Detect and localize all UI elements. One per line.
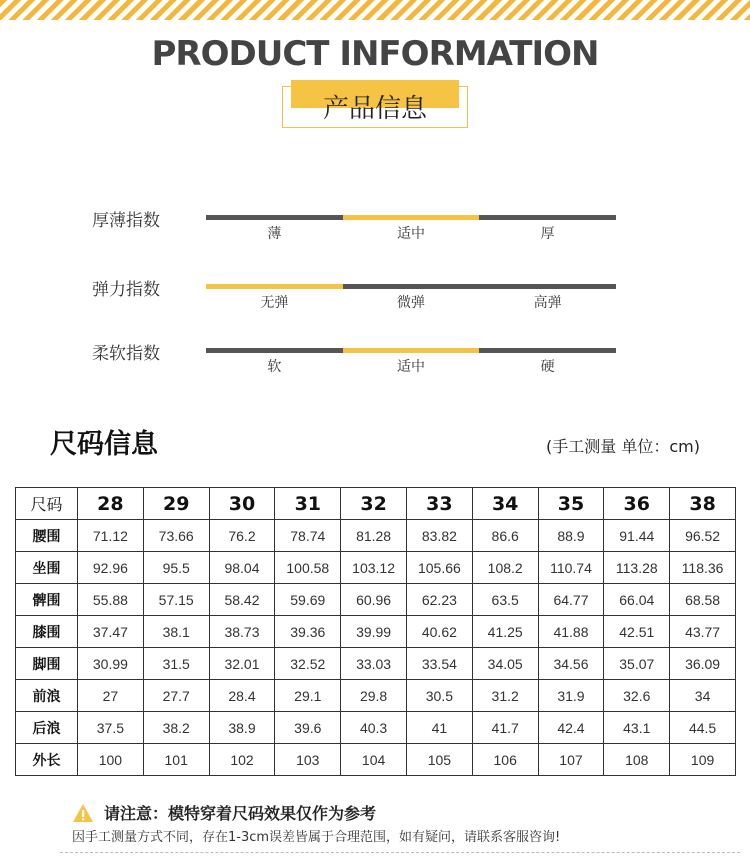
table-cell: 59.69 (275, 584, 341, 616)
table-cell: 102 (209, 744, 275, 776)
subtitle: 产品信息 (322, 94, 427, 124)
thickness-option: 厚 (540, 226, 555, 242)
size-table-header-row (16, 488, 736, 520)
table-cell: 55.88 (78, 584, 144, 616)
table-cell: 27.7 (143, 680, 209, 712)
table-row (16, 616, 736, 648)
softness-seg-1 (343, 348, 480, 353)
bottom-divider (60, 852, 740, 853)
table-cell: 76.2 (209, 520, 275, 552)
table-row (16, 520, 736, 552)
table-cell: 29.8 (341, 680, 407, 712)
table-cell: 100.58 (275, 552, 341, 584)
table-cell: 92.96 (78, 552, 144, 584)
size-column-header: 38 (670, 488, 736, 520)
size-section-title: 尺码信息 (50, 429, 158, 460)
table-cell: 105.66 (406, 552, 472, 584)
measurement-name: 脚围 (16, 648, 78, 680)
softness-index-label: 柔软指数 (92, 344, 160, 364)
table-cell: 38.2 (143, 712, 209, 744)
size-column-header: 30 (209, 488, 275, 520)
table-cell: 41 (406, 712, 472, 744)
table-cell: 31.9 (538, 680, 604, 712)
table-cell: 81.28 (341, 520, 407, 552)
table-cell: 98.04 (209, 552, 275, 584)
notice-detail: 因手工测量方式不同，存在1-3cm误差皆属于合理范围，如有疑问，请联系客服咨询! (72, 830, 561, 845)
table-cell: 88.9 (538, 520, 604, 552)
table-cell: 33.54 (406, 648, 472, 680)
measurement-name: 腰围 (16, 520, 78, 552)
table-cell: 39.36 (275, 616, 341, 648)
thickness-option: 薄 (267, 226, 282, 242)
table-cell: 38.1 (143, 616, 209, 648)
softness-seg-0 (206, 348, 343, 353)
table-cell: 91.44 (604, 520, 670, 552)
size-table-corner: 尺码 (16, 488, 78, 520)
softness-index-bar (206, 348, 616, 353)
table-cell: 40.62 (406, 616, 472, 648)
table-cell: 118.36 (670, 552, 736, 584)
table-cell: 68.58 (670, 584, 736, 616)
table-cell: 96.52 (670, 520, 736, 552)
table-cell: 27 (78, 680, 144, 712)
table-row (16, 744, 736, 776)
table-cell: 64.77 (538, 584, 604, 616)
table-cell: 104 (341, 744, 407, 776)
thickness-index-options (206, 223, 616, 243)
elasticity-seg-0 (206, 284, 343, 289)
table-cell: 37.5 (78, 712, 144, 744)
table-cell: 42.51 (604, 616, 670, 648)
size-column-header: 32 (341, 488, 407, 520)
measurement-name: 前浪 (16, 680, 78, 712)
table-cell: 33.03 (341, 648, 407, 680)
elasticity-index-options (206, 292, 616, 312)
table-cell: 108.2 (472, 552, 538, 584)
measurement-name: 后浪 (16, 712, 78, 744)
table-cell: 39.6 (275, 712, 341, 744)
table-cell: 35.07 (604, 648, 670, 680)
table-cell: 34 (670, 680, 736, 712)
table-cell: 30.5 (406, 680, 472, 712)
measurement-name: 坐围 (16, 552, 78, 584)
table-cell: 105 (406, 744, 472, 776)
top-stripe-decoration (0, 0, 750, 20)
table-cell: 32.52 (275, 648, 341, 680)
table-cell: 71.12 (78, 520, 144, 552)
table-cell: 30.99 (78, 648, 144, 680)
elasticity-seg-1 (343, 284, 480, 289)
table-cell: 31.2 (472, 680, 538, 712)
table-cell: 78.74 (275, 520, 341, 552)
table-cell: 109 (670, 744, 736, 776)
size-column-header: 36 (604, 488, 670, 520)
table-cell: 83.82 (406, 520, 472, 552)
table-cell: 66.04 (604, 584, 670, 616)
measurement-name: 膝围 (16, 616, 78, 648)
table-cell: 100 (78, 744, 144, 776)
table-cell: 41.88 (538, 616, 604, 648)
softness-seg-2 (479, 348, 616, 353)
table-cell: 37.47 (78, 616, 144, 648)
table-cell: 43.1 (604, 712, 670, 744)
table-row (16, 584, 736, 616)
table-cell: 73.66 (143, 520, 209, 552)
notice-headline: 请注意：模特穿着尺码效果仅作为参考 (104, 804, 377, 823)
table-cell: 29.1 (275, 680, 341, 712)
table-row (16, 552, 736, 584)
table-cell: 110.74 (538, 552, 604, 584)
thickness-seg-1 (343, 215, 480, 220)
table-cell: 62.23 (406, 584, 472, 616)
size-column-header: 28 (78, 488, 144, 520)
elasticity-index-label: 弹力指数 (92, 280, 160, 300)
measurement-name: 外长 (16, 744, 78, 776)
thickness-option: 适中 (397, 226, 425, 242)
softness-index-options (206, 356, 616, 376)
warning-icon (72, 803, 94, 823)
table-cell: 86.6 (472, 520, 538, 552)
table-cell: 58.42 (209, 584, 275, 616)
thickness-seg-0 (206, 215, 343, 220)
page-title: PRODUCT INFORMATION (151, 34, 599, 74)
table-row (16, 712, 736, 744)
table-cell: 63.5 (472, 584, 538, 616)
table-cell: 39.99 (341, 616, 407, 648)
table-cell: 32.6 (604, 680, 670, 712)
elasticity-seg-2 (479, 284, 616, 289)
softness-option: 硬 (540, 359, 555, 375)
table-cell: 103.12 (341, 552, 407, 584)
table-cell: 43.77 (670, 616, 736, 648)
thickness-seg-2 (479, 215, 616, 220)
table-cell: 34.05 (472, 648, 538, 680)
softness-option: 软 (267, 359, 282, 375)
table-cell: 38.9 (209, 712, 275, 744)
table-cell: 31.5 (143, 648, 209, 680)
table-cell: 40.3 (341, 712, 407, 744)
thickness-index-bar (206, 215, 616, 220)
unit-note: (手工测量 单位：cm) (546, 437, 700, 456)
table-cell: 107 (538, 744, 604, 776)
size-table (15, 487, 736, 776)
size-column-header: 31 (275, 488, 341, 520)
table-cell: 57.15 (143, 584, 209, 616)
table-cell: 28.4 (209, 680, 275, 712)
table-cell: 106 (472, 744, 538, 776)
table-cell: 36.09 (670, 648, 736, 680)
table-cell: 42.4 (538, 712, 604, 744)
size-column-header: 34 (472, 488, 538, 520)
table-cell: 41.25 (472, 616, 538, 648)
table-cell: 41.7 (472, 712, 538, 744)
elasticity-option: 微弹 (397, 295, 425, 311)
table-cell: 60.96 (341, 584, 407, 616)
table-cell: 34.56 (538, 648, 604, 680)
elasticity-option: 高弹 (533, 295, 562, 311)
table-cell: 113.28 (604, 552, 670, 584)
notice-headline-row (72, 801, 376, 824)
table-cell: 101 (143, 744, 209, 776)
table-row (16, 680, 736, 712)
table-cell: 95.5 (143, 552, 209, 584)
table-cell: 38.73 (209, 616, 275, 648)
table-cell: 32.01 (209, 648, 275, 680)
size-column-header: 35 (538, 488, 604, 520)
table-row (16, 648, 736, 680)
elasticity-index-bar (206, 284, 616, 289)
size-column-header: 33 (406, 488, 472, 520)
thickness-index-label: 厚薄指数 (92, 211, 160, 231)
table-cell: 103 (275, 744, 341, 776)
measurement-name: 髀围 (16, 584, 78, 616)
softness-option: 适中 (397, 359, 425, 375)
size-column-header: 29 (143, 488, 209, 520)
elasticity-option: 无弹 (260, 295, 289, 311)
table-cell: 108 (604, 744, 670, 776)
table-cell: 44.5 (670, 712, 736, 744)
